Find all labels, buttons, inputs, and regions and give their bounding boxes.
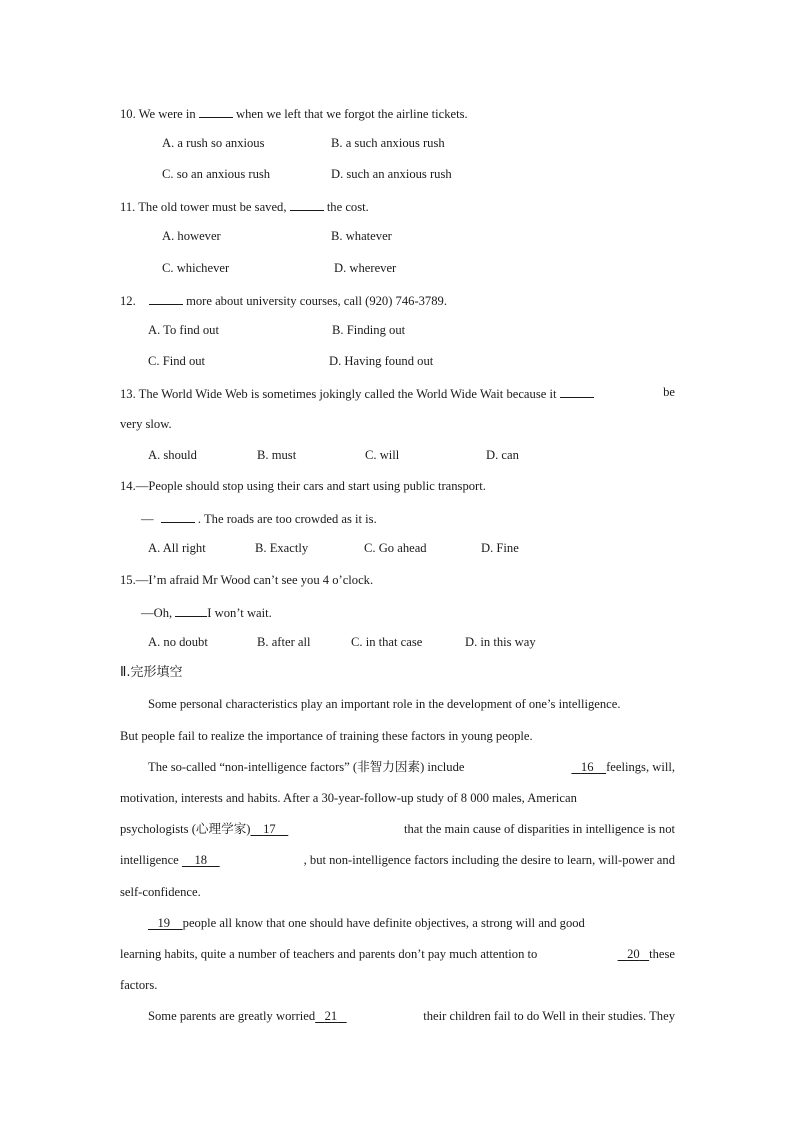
passage-line bbox=[120, 946, 675, 962]
passage-line bbox=[120, 852, 675, 868]
dialogue-line: I won’t wait. bbox=[207, 606, 272, 620]
question-15-stem bbox=[120, 572, 373, 588]
dialogue-line: . The roads are too crowded as it is. bbox=[197, 512, 377, 526]
passage-text: Some parents are greatly worried bbox=[148, 1009, 316, 1023]
option-d[interactable]: D. can bbox=[486, 448, 519, 462]
dialogue-line: —I’m afraid Mr Wood can’t see you 4 o’clock. bbox=[135, 573, 374, 587]
question-number: 14. bbox=[120, 479, 136, 493]
passage-line: But people fail to realize the importance of training these factors in young people. bbox=[120, 729, 533, 743]
passage-line bbox=[120, 821, 675, 837]
passage-text: learning habits, quite a number of teachers and parents don’t pay much attention to bbox=[120, 947, 538, 961]
question-13-stem bbox=[120, 384, 675, 402]
question-15-response bbox=[141, 603, 272, 621]
stem-text: when we left that we forgot the airline tickets. bbox=[236, 107, 468, 121]
blank-16[interactable]: 16 bbox=[580, 760, 594, 774]
passage-text: feelings, will, bbox=[606, 760, 675, 774]
answer-blank[interactable] bbox=[161, 509, 195, 523]
option-d[interactable]: D. such an anxious rush bbox=[331, 167, 452, 181]
passage-line bbox=[148, 759, 675, 775]
blank-18[interactable]: 18 bbox=[194, 853, 208, 867]
option-b[interactable]: B. Finding out bbox=[332, 323, 406, 337]
option-b[interactable]: B. must bbox=[257, 448, 297, 462]
answer-blank[interactable] bbox=[560, 384, 594, 398]
answer-blank[interactable] bbox=[290, 197, 324, 211]
blank-20[interactable]: 20 bbox=[627, 947, 640, 961]
passage-text: these bbox=[649, 947, 675, 961]
stem-continuation: very slow. bbox=[120, 417, 172, 431]
option-c[interactable]: C. in that case bbox=[351, 635, 423, 649]
passage-line bbox=[120, 790, 675, 806]
passage-line bbox=[148, 696, 675, 712]
stem-text: be bbox=[663, 385, 675, 399]
question-number: 13. bbox=[120, 387, 136, 401]
option-b[interactable]: B. after all bbox=[257, 635, 311, 649]
option-c[interactable]: C. will bbox=[365, 448, 400, 462]
blank-19[interactable]: 19 bbox=[157, 916, 171, 930]
passage-text: motivation, interests and habits. After a 30-year-follow-up study of 8 000 males, American bbox=[120, 791, 577, 805]
dialogue-dash: — bbox=[141, 512, 154, 526]
stem-text: The World Wide Web is sometimes jokingly called the World Wide Wait because it bbox=[138, 387, 557, 401]
blank-17[interactable]: 17 bbox=[263, 822, 276, 836]
blank-21[interactable]: 21 bbox=[324, 1009, 338, 1023]
stem-text: more about university courses, call (920) 746-3789. bbox=[186, 294, 447, 308]
dialogue-line: —Oh, bbox=[141, 606, 173, 620]
option-d[interactable]: D. Fine bbox=[481, 541, 519, 555]
question-number: 12. bbox=[120, 294, 136, 308]
question-number: 11. bbox=[120, 200, 136, 214]
passage-line bbox=[148, 1008, 675, 1024]
passage-line: self-confidence. bbox=[120, 885, 201, 899]
passage-text: their children fail to do Well in their studies. They bbox=[423, 1009, 675, 1023]
option-a[interactable]: A. no doubt bbox=[148, 635, 208, 649]
passage-text: that the main cause of disparities in intelligence is not bbox=[403, 822, 675, 836]
option-d[interactable]: D. wherever bbox=[334, 261, 397, 275]
question-number: 15. bbox=[120, 573, 136, 587]
option-a[interactable]: A. should bbox=[148, 448, 197, 462]
section-title: Ⅱ.完形填空 bbox=[120, 665, 183, 680]
answer-blank[interactable] bbox=[175, 603, 207, 617]
option-c[interactable]: C. Go ahead bbox=[364, 541, 427, 555]
question-number: 10. bbox=[120, 107, 136, 121]
question-14-stem bbox=[120, 478, 486, 494]
option-b[interactable]: B. a such anxious rush bbox=[331, 136, 445, 150]
option-d[interactable]: D. in this way bbox=[465, 635, 536, 649]
passage-text: The so-called “non-intelligence factors” (非智力因素) include bbox=[148, 760, 465, 774]
passage-line bbox=[148, 915, 675, 931]
answer-blank[interactable] bbox=[149, 291, 183, 305]
dialogue-line: —People should stop using their cars and start using public transport. bbox=[135, 479, 486, 493]
passage-text: psychologists (心理学家) bbox=[120, 822, 251, 836]
option-c[interactable]: C. Find out bbox=[148, 354, 206, 368]
answer-blank[interactable] bbox=[199, 104, 233, 118]
option-d[interactable]: D. Having found out bbox=[329, 354, 434, 368]
option-c[interactable]: C. whichever bbox=[162, 261, 230, 275]
passage-text: intelligence bbox=[120, 853, 179, 867]
option-b[interactable]: B. whatever bbox=[331, 229, 392, 243]
option-a[interactable]: A. however bbox=[162, 229, 221, 243]
question-14-response bbox=[141, 509, 377, 527]
option-a[interactable]: A. All right bbox=[148, 541, 206, 555]
stem-text: The old tower must be saved, bbox=[138, 200, 287, 214]
stem-text: the cost. bbox=[326, 200, 369, 214]
question-10-stem bbox=[120, 104, 468, 122]
question-11-stem bbox=[120, 197, 369, 215]
passage-text: Some personal characteristics play an important role in the development of one’s intelligence. bbox=[148, 697, 621, 711]
passage-line: factors. bbox=[120, 978, 158, 992]
passage-text: people all know that one should have definite objectives, a strong will and good bbox=[182, 916, 585, 930]
passage-text: , but non-intelligence factors including the desire to learn, will-power and bbox=[303, 853, 675, 867]
option-c[interactable]: C. so an anxious rush bbox=[162, 167, 271, 181]
option-b[interactable]: B. Exactly bbox=[255, 541, 309, 555]
option-a[interactable]: A. To find out bbox=[148, 323, 219, 337]
stem-text: We were in bbox=[138, 107, 196, 121]
question-12-stem bbox=[120, 291, 447, 309]
option-a[interactable]: A. a rush so anxious bbox=[162, 136, 265, 150]
